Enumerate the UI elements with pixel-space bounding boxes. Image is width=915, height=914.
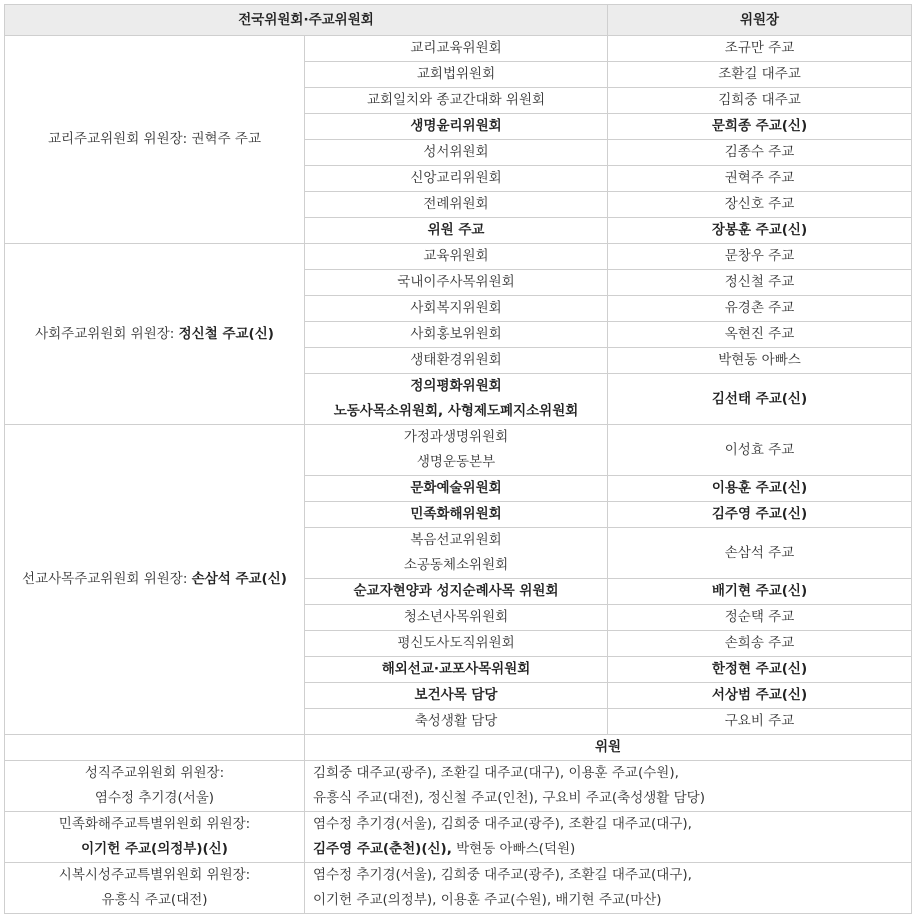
committee-name: 성서위원회 — [305, 140, 608, 166]
chair-name: 서상범 주교(신) — [608, 683, 912, 709]
members-line: 염수정 추기경(서울), 김희중 대주교(광주), 조환길 대주교(대구), — [313, 867, 692, 883]
chair-name: 정순택 주교 — [608, 605, 912, 631]
group-label-social — [5, 244, 305, 425]
committee-name: 사회복지위원회 — [305, 296, 608, 322]
chair-name: 조규만 주교 — [608, 36, 912, 62]
chair-name: 손삼석 주교 — [608, 528, 912, 579]
special-label-line: 시복시성주교특별위원회 위원장: — [58, 867, 251, 883]
chair-name: 한정현 주교(신) — [608, 657, 912, 683]
committee-name: 교리교육위원회 — [305, 36, 608, 62]
group-label-mission — [5, 425, 305, 735]
members-line: 이기헌 주교(의정부), 이용훈 주교(수원), 배기현 주교(마산) — [313, 892, 662, 908]
committee-name: 민족화해위원회 — [305, 502, 608, 528]
chair-name: 배기현 주교(신) — [608, 579, 912, 605]
special-label-line: 성직주교위원회 위원장: — [84, 765, 225, 781]
committee-name-multiline — [305, 374, 608, 425]
committee-line: 정의평화위원회 — [410, 378, 502, 394]
committee-name: 국내이주사목위원회 — [305, 270, 608, 296]
group-chair-bold: 정신철 주교(신) — [178, 325, 274, 342]
members-header-row — [5, 735, 912, 761]
committee-name-multiline — [305, 425, 608, 476]
group-label-text: 선교사목주교위원회 위원장: — [22, 571, 192, 587]
chair-name: 유경촌 주교 — [608, 296, 912, 322]
members-header-empty — [5, 735, 305, 761]
committee-name: 생태환경위원회 — [305, 348, 608, 374]
chair-name: 김주영 주교(신) — [608, 502, 912, 528]
committee-line: 생명운동본부 — [416, 454, 496, 470]
committee-name: 위원 주교 — [305, 218, 608, 244]
committee-line: 복음선교위원회 — [410, 532, 502, 548]
special-label-line: 민족화해주교특별위원회 위원장: — [58, 816, 251, 832]
special-label — [5, 761, 305, 812]
chair-name: 장봉훈 주교(신) — [608, 218, 912, 244]
chair-name: 김희중 대주교 — [608, 88, 912, 114]
special-label-line: 유흥식 주교(대전) — [101, 892, 208, 908]
committee-line: 소공동체소위원회 — [403, 557, 509, 573]
chair-name: 장신호 주교 — [608, 192, 912, 218]
committee-name: 해외선교·교포사목위원회 — [305, 657, 608, 683]
special-row — [5, 812, 912, 863]
special-label-line: 이기헌 주교(의정부)(신) — [81, 841, 228, 857]
committee-name: 교육위원회 — [305, 244, 608, 270]
header-committees: 전국위원회·주교위원회 — [5, 5, 608, 36]
special-members — [305, 812, 912, 863]
chair-name: 이성효 주교 — [608, 425, 912, 476]
special-label-line: 염수정 추기경(서울) — [94, 790, 215, 806]
chair-name: 이용훈 주교(신) — [608, 476, 912, 502]
members-line: 유흥식 주교(대전), 정신철 주교(인천), 구요비 주교(축성생활 담당) — [313, 790, 705, 806]
committee-line: 노동사목소위원회, 사형제도폐지소위원회 — [333, 403, 579, 419]
special-members — [305, 761, 912, 812]
table-row — [5, 36, 912, 62]
table-row — [5, 425, 912, 476]
special-row — [5, 863, 912, 914]
committee-name: 평신도사도직위원회 — [305, 631, 608, 657]
chair-name: 문희종 주교(신) — [608, 114, 912, 140]
committee-name: 청소년사목위원회 — [305, 605, 608, 631]
group-label-text: 사회주교위원회 위원장: — [35, 325, 179, 342]
committee-table — [4, 4, 912, 914]
chair-name: 구요비 주교 — [608, 709, 912, 735]
table-header-row — [5, 5, 912, 36]
committee-name-multiline — [305, 528, 608, 579]
group-chair-bold: 손삼석 주교(신) — [191, 571, 287, 587]
members-bold: 김주영 주교(춘천)(신), — [313, 841, 452, 857]
members-line — [313, 837, 907, 862]
table-row — [5, 244, 912, 270]
chair-name: 옥현진 주교 — [608, 322, 912, 348]
members-rest: 박현동 아빠스(덕원) — [451, 841, 576, 857]
committee-name: 신앙교리위원회 — [305, 166, 608, 192]
committee-line: 가정과생명위원회 — [403, 429, 509, 445]
chair-name: 문창우 주교 — [608, 244, 912, 270]
special-row — [5, 761, 912, 812]
committee-name: 순교자현양과 성지순례사목 위원회 — [305, 579, 608, 605]
chair-name: 정신철 주교 — [608, 270, 912, 296]
chair-name: 권혁주 주교 — [608, 166, 912, 192]
committee-name: 교회법위원회 — [305, 62, 608, 88]
committee-name: 축성생활 담당 — [305, 709, 608, 735]
members-line: 염수정 추기경(서울), 김희중 대주교(광주), 조환길 대주교(대구), — [313, 816, 692, 832]
special-label — [5, 812, 305, 863]
members-header: 위원 — [305, 735, 912, 761]
special-label — [5, 863, 305, 914]
group-label-doctrine: 교리주교위원회 위원장: 권혁주 주교 — [5, 36, 305, 244]
chair-name: 박현동 아빠스 — [608, 348, 912, 374]
chair-name: 김종수 주교 — [608, 140, 912, 166]
header-chair: 위원장 — [608, 5, 912, 36]
committee-name: 문화예술위원회 — [305, 476, 608, 502]
committee-name: 교회일치와 종교간대화 위원회 — [305, 88, 608, 114]
chair-name: 손희송 주교 — [608, 631, 912, 657]
committee-name: 사회홍보위원회 — [305, 322, 608, 348]
committee-name: 보건사목 담당 — [305, 683, 608, 709]
committee-name: 전례위원회 — [305, 192, 608, 218]
committee-name: 생명윤리위원회 — [305, 114, 608, 140]
chair-name: 조환길 대주교 — [608, 62, 912, 88]
chair-name: 김선태 주교(신) — [608, 374, 912, 425]
members-line: 김희중 대주교(광주), 조환길 대주교(대구), 이용훈 주교(수원), — [313, 765, 679, 781]
special-members — [305, 863, 912, 914]
